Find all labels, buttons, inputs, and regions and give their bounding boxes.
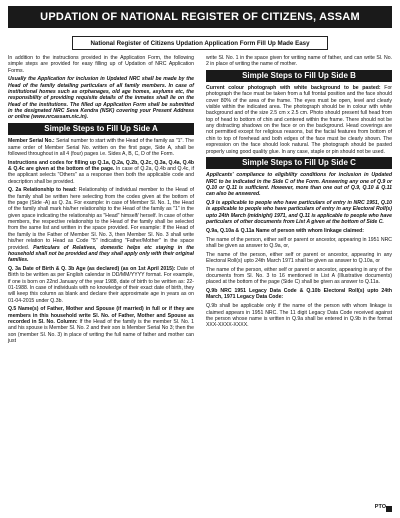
eligibility-paragraph: Applicants' compliance to eligibility conditions for inclusion in Updated NRC to be indicated in the Side C of the Form. Answering any one of Q.9 or Q.10 or Q.11 is sufficient. However, more than one out of Q.9, Q.10 & Q.11 can also be answered.: [206, 172, 392, 198]
legacy-data-heading: Q.9b NRC 1951 Legacy Data Code & Q.10b Electoral Roll(s) upto 24th March, 1971 Legacy Data Code:: [206, 288, 392, 301]
section-heading-side-c: Simple Steps to Fill Up Side C: [206, 157, 392, 169]
member-serial-paragraph: Member Serial No.: Serial number to start with the Head of the family as "1". The same order of Member Serial No. written on the first page, Side A, shall be followed throughout in all 4 (four) pages i.e. Sides A, B, C, D of the Form.: [8, 138, 194, 157]
linkage-list-a-paragraph: The name of the person, either self or parent or ancestor, appearing in any of the documents from Sl. No. 3 to 16 mentioned in List A (Illustrative documents) placed at the bottom of the page (Side C) shall be given as answer to Q.11a.: [206, 266, 392, 286]
right-column: [206, 55, 392, 331]
legacy-data-paragraph: Q.9b shall be applicable only if the name of the person with whom linkage is claimed appears in 1951 NRC. The 11 digit Legacy Data Code received against the person whose name is written in Q.9a shall be entered in Q.9b in the format XXX-XXXX-XXXX.: [206, 303, 392, 329]
corner-mark: [386, 506, 392, 512]
pto-label: PTO: [374, 504, 386, 510]
continued-paragraph: write Sl. No. 1 in the space given for writing name of father, and can write Sl. No. 2 in place of writing the name of mother.: [206, 55, 392, 68]
photograph-paragraph: Current colour photograph with white background to be pasted: For photograph the face must be taken from a full frontal position and the face should cover 80% of the area of the frame. The eyes must be open, level and clearly visible within the indicated area. The photograph should be in colour with white background and of the size 2.5 cm x 2.5 cm. Photo should present full head from top of head to bottom of chin and centered within the frame. There should not be any distracting shadows on the face or on the background. Head coverings are not permitted except for religious reasons, but the facial features from bottom of chin to top of forehead and both edges of the face must be clearly shown. The expression on the face should look natural. The photograph should be pasted properly using good quality glue. In any case, staple or pin should not be used.: [206, 85, 393, 155]
linkage-nrc-paragraph: The name of the person, either self or parent or ancestor, appearing in 1951 NRC shall be given as answer to Q.9a, or,: [206, 236, 392, 249]
intro-paragraph: In addition to the instructions provided in the Application Form, the following simple steps are provided for easy filling up of Updation of NRC Application Forms.: [8, 55, 194, 74]
date-of-birth-paragraph: Q. 3a Date of Birth & Q. 3b Age (as declared) (as on 1st April 2015): Date of Birth to be written as per English calendar in DD/MM/YYYY format. For example, if one is born on 22nd January of the year 1988, date of birth to be written as: 22-01-1988. In case of individuals with no knowledge of their exact date of birth, they will keep this column as blank and declare their approximate age in years as on 01-04-2015 under Q.3b.: [8, 265, 194, 304]
document-header-bar: [8, 6, 392, 28]
subtitle-box: [72, 36, 328, 50]
instructions-codes-paragraph: Instructions and codes for filling up Q.1a, Q.2a, Q.2b, Q.2c, Q.3a, Q.4a, Q.4b & Q.4c are given at the bottom of the page. In case of Q.2a, Q.4b and Q.4c, if the applicant selects "Others" as a response then both the applicable code and description shall be provided.: [8, 159, 195, 185]
parents-spouse-paragraph: Q.5 Name(s) of Father, Mother and Spouse (if married) in full or if they are members in this household write Sl. No. of Father, Mother and Spouse as recorded in Sl. No. Column: If the Head of the family is the member Sl. No. 1 and his spouse is Member Sl. No. 2 and their son is Member Serial No 3; then the son (member Sl. No. 3) in place of writing the full name of father and mother can just: [8, 306, 195, 345]
linkage-electoral-paragraph: The name of the person, either self or parent or ancestor, appearing in any Electoral Roll(s) upto 24th March 1971 shall be given as answer to Q.10a, or: [206, 251, 392, 264]
document-subtitle: National Register of Citizens Updation Application Form Fill Up Made Easy: [90, 39, 310, 47]
left-column: [8, 55, 194, 347]
relationship-paragraph: Q. 2a Relationship to head: Relationship of individual member to the Head of the family shall be written here selecting from the codes given at the bottom of the page (Side -A) as Q. 2a. For example: in case of Member Sl. No. 1, the Head of the family shall mark his/her relationship to the Head of the family as "1" in the given space indicating the relationship as "Head" himself/ herself. In case of other members, the respective relationship to the Head of the family shall be selected from the same list and written in the space provided. For example: If the Head of the family is the Father of Member Sl. No. 3, then Member Sl. No. 3 shall write his/her relation to Head as Code "5" indicating "Father/Mother" in the space provided. Particulars of Relatives, domestic helps etc staying in the household shall not be provided and they shall apply only with their original families.: [8, 187, 194, 264]
head-of-family-note: Usually the Application for inclusion in Updated NRC shall be made by the Head of the family detailing particulars of all family members. In case of institutional homes such as orphanages, old age homes, asylums etc, the responsibility of providing requisite details of the inmates shall lie on the Head of the institutions. The filled up Application Form shall be submitted in the designated NRC Seva Kendra (NSK) covering your Present Address or online (www.nrcassam.nic.in).: [8, 76, 194, 121]
linkage-heading: Q.9a, Q.10a & Q.11a Name of person with whom linkage claimed:: [206, 227, 364, 234]
section-heading-side-a: Simple Steps to Fill Up Side A: [8, 123, 194, 135]
q9-applicability-paragraph: Q.9 is applicable to people who have particulars of entry in NRC 1951, Q.10 is applicable to people who have particulars of entry in any Electoral Roll(s) upto 24th March (midnight) 1971, and Q.11 is applicable to people who have particulars of other documents from List A given at the bottom of Side C.: [206, 200, 392, 226]
document-title: UPDATION OF NATIONAL REGISTER OF CITIZENS, ASSAM: [40, 11, 360, 23]
section-heading-side-b: Simple Steps to Fill Up Side B: [206, 70, 392, 82]
